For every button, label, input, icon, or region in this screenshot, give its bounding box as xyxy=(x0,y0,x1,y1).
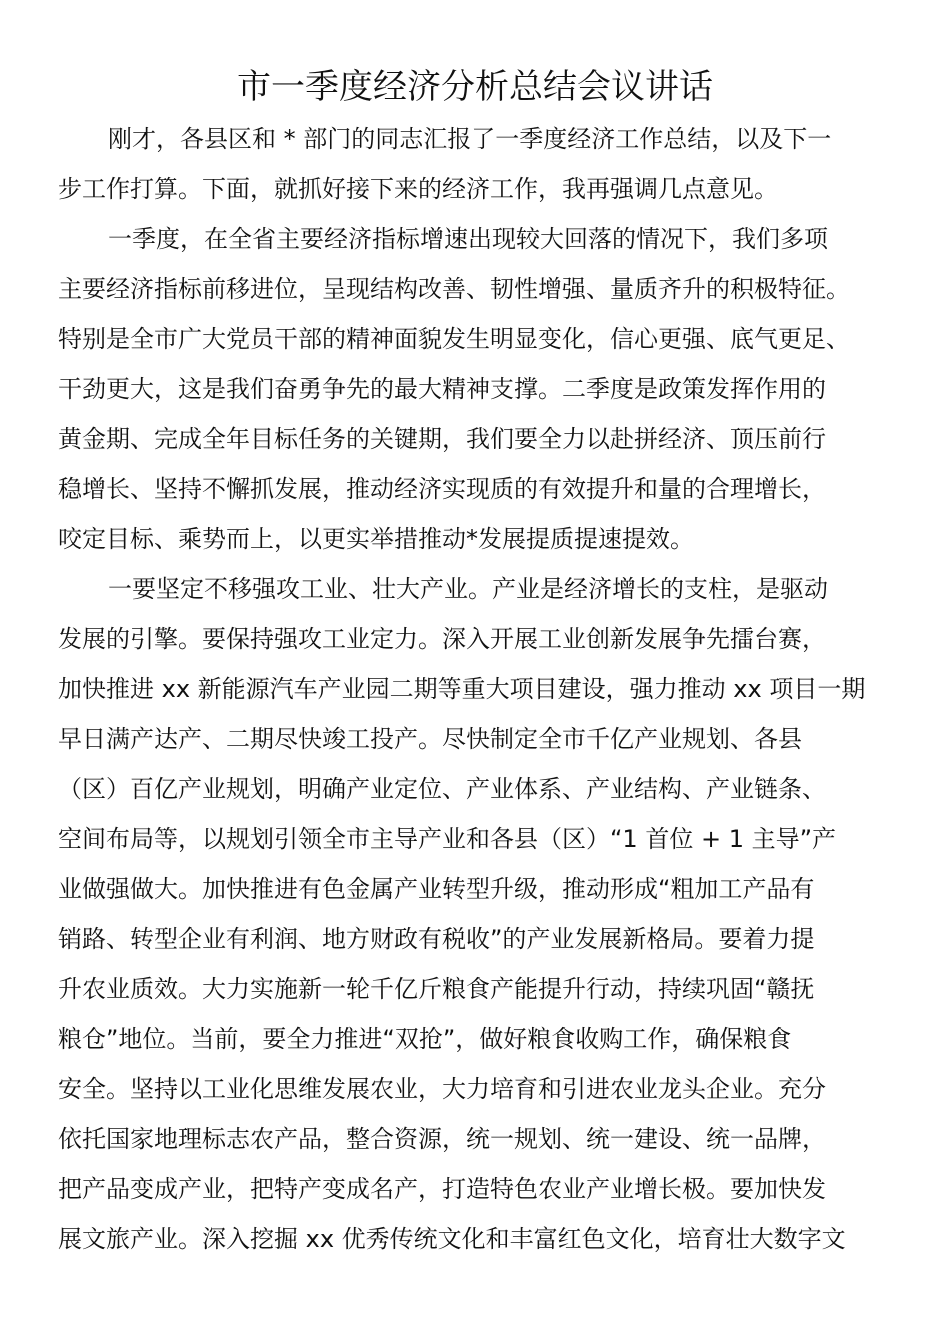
text-line: 升农业质效。大力实施新一轮千亿斤粮食产能提升行动，持续巩固“赣抚 xyxy=(58,975,815,1003)
paragraph-first-quarter xyxy=(58,214,898,564)
text-line: 刚才，各县区和 * 部门的同志汇报了一季度经济工作总结，以及下一 xyxy=(108,125,832,153)
text-line: 展文旅产业。深入挖掘 xx 优秀传统文化和丰富红色文化，培育壮大数字文 xyxy=(58,1225,846,1253)
text-line: 把产品变成产业，把特产变成名产，打造特色农业产业增长极。要加快发 xyxy=(58,1175,826,1203)
text-line: 依托国家地理标志农产品，整合资源，统一规划、统一建设、统一品牌， xyxy=(58,1125,826,1153)
document-title: 市一季度经济分析总结会议讲话 xyxy=(237,67,713,107)
paragraph-opening xyxy=(58,114,898,214)
text-line: 早日满产达产、二期尽快竣工投产。尽快制定全市千亿产业规划、各县 xyxy=(58,725,802,753)
text-line: 主要经济指标前移进位，呈现结构改善、韧性增强、量质齐升的积极特征。 xyxy=(58,275,850,303)
text-line: 业做强做大。加快推进有色金属产业转型升级，推动形成“粗加工产品有 xyxy=(58,875,815,903)
text-line: （区）百亿产业规划，明确产业定位、产业体系、产业结构、产业链条、 xyxy=(58,775,826,803)
text-line: 空间布局等，以规划引领全市主导产业和各县（区）“1 首位 + 1 主导”产 xyxy=(58,825,837,853)
text-line: 一季度，在全省主要经济指标增速出现较大回落的情况下，我们多项 xyxy=(108,225,828,253)
text-line: 安全。坚持以工业化思维发展农业，大力培育和引进农业龙头企业。充分 xyxy=(58,1075,826,1103)
text-line: 特别是全市广大党员干部的精神面貌发生明显变化，信心更强、底气更足、 xyxy=(58,325,850,353)
document-body xyxy=(58,114,898,1264)
text-line: 发展的引擎。要保持强攻工业定力。深入开展工业创新发展争先擂台赛， xyxy=(58,625,826,653)
text-line: 销路、转型企业有利润、地方财政有税收”的产业发展新格局。要着力提 xyxy=(58,925,815,953)
text-line: 粮仓”地位。当前，要全力推进“双抢”，做好粮食收购工作，确保粮食 xyxy=(58,1025,792,1053)
text-line: 黄金期、完成全年目标任务的关键期，我们要全力以赴拼经济、顶压前行 xyxy=(58,425,826,453)
text-line: 步工作打算。下面，就抓好接下来的经济工作，我再强调几点意见。 xyxy=(58,175,778,203)
paragraph-industry xyxy=(58,564,898,1264)
text-line: 加快推进 xx 新能源汽车产业园二期等重大项目建设，强力推动 xx 项目一期 xyxy=(58,675,866,703)
text-line: 一要坚定不移强攻工业、壮大产业。产业是经济增长的支柱，是驱动 xyxy=(108,575,828,603)
text-line: 咬定目标、乘势而上，以更实举措推动*发展提质提速提效。 xyxy=(58,525,694,553)
text-line: 稳增长、坚持不懈抓发展，推动经济实现质的有效提升和量的合理增长， xyxy=(58,475,826,503)
text-line: 干劲更大，这是我们奋勇争先的最大精神支撑。二季度是政策发挥作用的 xyxy=(58,375,826,403)
